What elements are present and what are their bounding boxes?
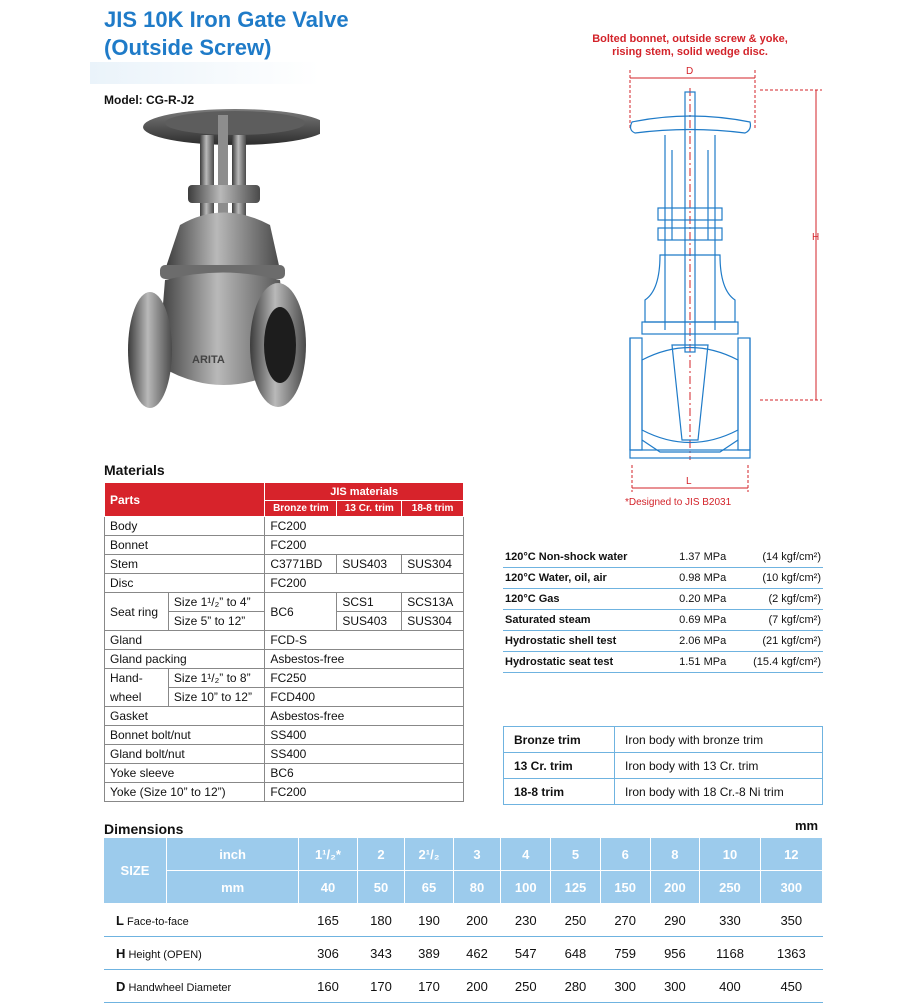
dim-value: 180 xyxy=(357,904,405,937)
inch-cell: 6 xyxy=(600,838,650,871)
dim-value: 200 xyxy=(453,970,501,1003)
dim-value: 300 xyxy=(600,970,650,1003)
title-underlay xyxy=(90,62,320,84)
table-row xyxy=(105,726,464,745)
dim-row-label xyxy=(104,904,299,937)
dim-value: 462 xyxy=(453,937,501,970)
part-name: Gland packing xyxy=(105,650,265,669)
table-row xyxy=(105,764,464,783)
part-size: Size 1¹/₂” to 8” xyxy=(168,669,264,688)
title-line-2: (Outside Screw) xyxy=(104,35,272,60)
part-name: Yoke (Size 10” to 12”) xyxy=(105,783,265,802)
part-name: wheel xyxy=(105,688,169,707)
part-material: SS400 xyxy=(265,726,464,745)
dim-value: 1363 xyxy=(760,937,822,970)
dim-value: 290 xyxy=(650,904,700,937)
part-name: Bonnet bolt/nut xyxy=(105,726,265,745)
pressure-kgf: (2 kgf/cm²) xyxy=(732,589,823,610)
diagram-caption-line-2: rising stem, solid wedge disc. xyxy=(612,46,768,58)
table-row xyxy=(104,937,823,970)
dim-value: 165 xyxy=(299,904,357,937)
diagram-caption xyxy=(570,33,810,59)
col-188-trim: 18-8 trim xyxy=(402,501,464,517)
col-parts: Parts xyxy=(105,483,265,517)
table-row xyxy=(105,745,464,764)
dim-value: 280 xyxy=(551,970,601,1003)
trim-name: Bronze trim xyxy=(504,727,615,753)
dim-value: 389 xyxy=(405,937,453,970)
dimensions-table xyxy=(104,838,823,1003)
part-size: Size 1¹/₂” to 4” xyxy=(168,593,264,612)
inch-cell: 3 xyxy=(453,838,501,871)
part-name: Gland xyxy=(105,631,265,650)
diagram-caption-line-1: Bolted bonnet, outside screw & yoke, xyxy=(592,33,788,45)
pressure-kgf: (10 kgf/cm²) xyxy=(732,568,823,589)
jis-note: *Designed to JIS B2031 xyxy=(625,497,732,508)
part-size: Size 10” to 12” xyxy=(168,688,264,707)
mm-cell: 65 xyxy=(405,871,453,904)
part-material: SS400 xyxy=(265,745,464,764)
col-jis-materials: JIS materials xyxy=(265,483,464,501)
label-d: D xyxy=(686,66,694,77)
pressure-mpa: 0.20 MPa xyxy=(663,589,733,610)
table-row xyxy=(105,555,464,574)
table-row xyxy=(105,574,464,593)
valve-drawing xyxy=(600,60,840,492)
dim-value: 350 xyxy=(760,904,822,937)
dim-value: 648 xyxy=(551,937,601,970)
dim-value: 250 xyxy=(501,970,551,1003)
table-row xyxy=(105,536,464,555)
dim-value: 450 xyxy=(760,970,822,1003)
materials-heading: Materials xyxy=(104,462,165,478)
col-13cr-trim: 13 Cr. trim xyxy=(337,501,402,517)
part-material: SUS403 xyxy=(337,612,402,631)
part-material: SUS304 xyxy=(402,612,464,631)
table-row xyxy=(104,970,823,1003)
col-bronze-trim: Bronze trim xyxy=(265,501,337,517)
dim-value: 956 xyxy=(650,937,700,970)
part-name: Bonnet xyxy=(105,536,265,555)
part-material: FC200 xyxy=(265,536,464,555)
table-row xyxy=(104,904,823,937)
label-h: H xyxy=(812,232,820,243)
pressure-mpa: 2.06 MPa xyxy=(663,631,733,652)
inch-cell: 8 xyxy=(650,838,700,871)
part-material: C3771BD xyxy=(265,555,337,574)
part-material: SUS304 xyxy=(402,555,464,574)
pressure-condition: Saturated steam xyxy=(503,610,663,631)
inch-label: inch xyxy=(167,838,299,871)
dim-value: 200 xyxy=(453,904,501,937)
part-material: Asbestos-free xyxy=(265,707,464,726)
dimensions-heading: Dimensions xyxy=(104,821,184,837)
dim-value: 343 xyxy=(357,937,405,970)
dim-value: 170 xyxy=(357,970,405,1003)
dim-code: H xyxy=(116,945,126,961)
materials-table xyxy=(104,482,464,802)
dim-value: 230 xyxy=(501,904,551,937)
table-row xyxy=(105,593,464,612)
pressure-kgf: (7 kgf/cm²) xyxy=(732,610,823,631)
photo-bore xyxy=(264,307,296,383)
dim-value: 160 xyxy=(299,970,357,1003)
mm-cell: 250 xyxy=(700,871,760,904)
photo-bonnet xyxy=(165,213,280,271)
part-material: SCS1 xyxy=(337,593,402,612)
trim-description: Iron body with 13 Cr. trim xyxy=(615,753,823,779)
dimensions-unit: mm xyxy=(795,818,819,833)
part-material: Asbestos-free xyxy=(265,650,464,669)
table-row xyxy=(504,727,823,753)
pressure-kgf: (15.4 kgf/cm²) xyxy=(732,652,823,673)
table-row xyxy=(504,753,823,779)
dim-code: L xyxy=(116,912,124,928)
pressure-mpa: 1.37 MPa xyxy=(663,547,733,568)
photo-casting-mark: ARITA xyxy=(192,354,225,366)
part-name: Seat ring xyxy=(105,593,169,631)
mm-cell: 125 xyxy=(551,871,601,904)
part-material: FCD400 xyxy=(265,688,464,707)
dim-value: 1168 xyxy=(700,937,760,970)
dim-code: D xyxy=(116,978,126,994)
size-label: SIZE xyxy=(104,838,167,904)
photo-gland xyxy=(188,185,260,203)
pressure-condition: 120°C Water, oil, air xyxy=(503,568,663,589)
inch-cell: 4 xyxy=(501,838,551,871)
mm-label: mm xyxy=(167,871,299,904)
dim-value: 547 xyxy=(501,937,551,970)
pressure-condition: 120°C Non-shock water xyxy=(503,547,663,568)
pressure-condition: Hydrostatic shell test xyxy=(503,631,663,652)
pressure-mpa: 0.69 MPa xyxy=(663,610,733,631)
dim-row-label xyxy=(104,937,299,970)
part-material: BC6 xyxy=(265,593,337,631)
inch-cell: 2 xyxy=(357,838,405,871)
pressure-mpa: 0.98 MPa xyxy=(663,568,733,589)
trim-name: 18-8 trim xyxy=(504,779,615,805)
pressure-table xyxy=(503,547,823,673)
part-material: FC200 xyxy=(265,574,464,593)
inch-row xyxy=(104,838,823,871)
dim-value: 330 xyxy=(700,904,760,937)
table-row xyxy=(503,547,823,568)
mm-cell: 100 xyxy=(501,871,551,904)
pressure-condition: Hydrostatic seat test xyxy=(503,652,663,673)
dim-value: 300 xyxy=(650,970,700,1003)
pressure-kgf: (14 kgf/cm²) xyxy=(732,547,823,568)
table-row xyxy=(504,779,823,805)
trim-description: Iron body with bronze trim xyxy=(615,727,823,753)
pressure-condition: 120°C Gas xyxy=(503,589,663,610)
mm-row xyxy=(104,871,823,904)
part-material: FCD-S xyxy=(265,631,464,650)
dim-value: 400 xyxy=(700,970,760,1003)
photo-left-flange xyxy=(128,292,172,408)
table-row xyxy=(105,517,464,536)
pressure-kgf: (21 kgf/cm²) xyxy=(732,631,823,652)
trim-table xyxy=(503,726,823,805)
inch-cell: 10 xyxy=(700,838,760,871)
part-material: FC200 xyxy=(265,783,464,802)
dim-value: 306 xyxy=(299,937,357,970)
part-name: Stem xyxy=(105,555,265,574)
part-name: Hand- xyxy=(105,669,169,688)
title-line-1: JIS 10K Iron Gate Valve xyxy=(104,7,349,32)
dim-value: 190 xyxy=(405,904,453,937)
inch-cell: 1¹/₂* xyxy=(299,838,357,871)
part-name: Body xyxy=(105,517,265,536)
materials-header-row xyxy=(105,483,464,501)
mm-cell: 50 xyxy=(357,871,405,904)
dim-value: 270 xyxy=(600,904,650,937)
mm-cell: 150 xyxy=(600,871,650,904)
table-row xyxy=(503,652,823,673)
dim-value: 250 xyxy=(551,904,601,937)
part-size: Size 5” to 12” xyxy=(168,612,264,631)
part-name: Gland bolt/nut xyxy=(105,745,265,764)
table-row xyxy=(105,783,464,802)
table-row xyxy=(503,610,823,631)
mm-cell: 200 xyxy=(650,871,700,904)
mm-cell: 300 xyxy=(760,871,822,904)
part-name: Disc xyxy=(105,574,265,593)
table-row xyxy=(503,589,823,610)
page-title xyxy=(104,6,349,62)
table-row xyxy=(105,631,464,650)
dim-row-label xyxy=(104,970,299,1003)
trim-name: 13 Cr. trim xyxy=(504,753,615,779)
inch-cell: 5 xyxy=(551,838,601,871)
part-material: FC200 xyxy=(265,517,464,536)
dim-label: Handwheel Diameter xyxy=(128,981,232,994)
valve-photo xyxy=(120,105,320,415)
part-material: SUS403 xyxy=(337,555,402,574)
table-row xyxy=(105,707,464,726)
label-l: L xyxy=(686,476,692,487)
inch-cell: 12 xyxy=(760,838,822,871)
table-row xyxy=(105,688,464,707)
part-material: BC6 xyxy=(265,764,464,783)
table-row xyxy=(105,650,464,669)
part-material: FC250 xyxy=(265,669,464,688)
mm-cell: 40 xyxy=(299,871,357,904)
dim-label: Height (OPEN) xyxy=(128,948,202,961)
mm-cell: 80 xyxy=(453,871,501,904)
part-name: Yoke sleeve xyxy=(105,764,265,783)
dim-value: 170 xyxy=(405,970,453,1003)
trim-description: Iron body with 18 Cr.-8 Ni trim xyxy=(615,779,823,805)
model-number: Model: CG-R-J2 xyxy=(104,93,194,107)
part-name: Gasket xyxy=(105,707,265,726)
table-row xyxy=(503,568,823,589)
pressure-mpa: 1.51 MPa xyxy=(663,652,733,673)
inch-cell: 2¹/₂ xyxy=(405,838,453,871)
dim-value: 759 xyxy=(600,937,650,970)
table-row xyxy=(503,631,823,652)
table-row xyxy=(105,669,464,688)
part-material: SCS13A xyxy=(402,593,464,612)
dim-label: Face-to-face xyxy=(127,915,189,928)
